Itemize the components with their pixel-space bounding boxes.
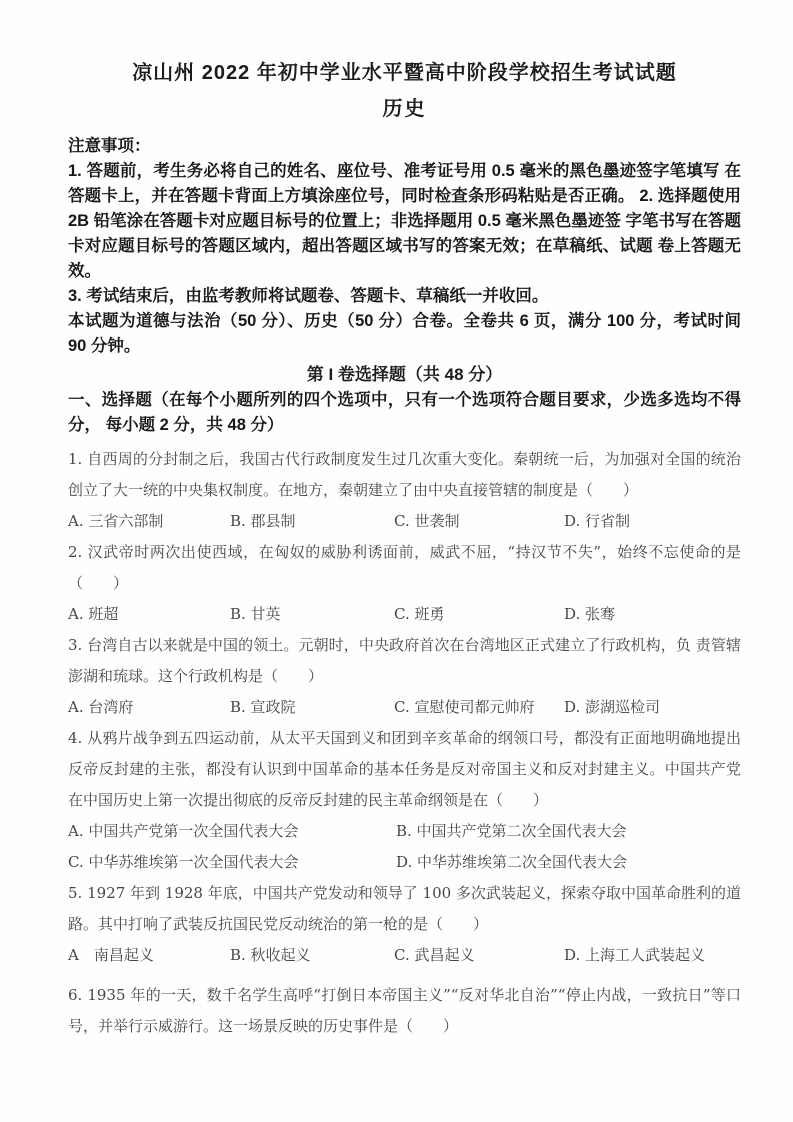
- question-2-option-b: B. 甘英: [230, 605, 281, 623]
- question-3-options: [68, 692, 741, 723]
- notice-item-2: 3. 考试结束后，由监考教师将试题卷、答题卡、草稿纸一并收回。: [68, 287, 549, 305]
- notice-item-1: 1. 答题前，考生务必将自己的姓名、座位号、准考证号用 0.5 毫米的黑色墨迹签字笔填写 在答题卡上，并在答题卡背面上方填涂座位号，同时检查条形码粘贴是否正确。 2. 选择题使用 2B 铅笔涂在答题卡对应题目标号的位置上；非选择题用 0.5 毫米黑色墨迹签 字笔书写在答题卡对应题目标号的答题区域内，超出答题区域书写的答案无效；在草稿纸、试题 卷上答题无效。: [68, 162, 741, 280]
- section-heading: 第 I 卷选择题（共 48 分）: [306, 365, 503, 384]
- question-1: [68, 444, 741, 537]
- question-4-stem: 4. 从鸦片战争到五四运动前，从太平天国到义和团到辛亥革命的纲领口号，都没有正面地明确地提出反帝反封建的主张，都没有认识到中国革命的基本任务是反对帝国主义和反对封建主义。中国共产党在中国历史上第一次提出彻底的反帝反封建的民主革命纲领是在（ ）: [68, 729, 741, 809]
- question-5: [68, 878, 741, 971]
- section-intro: 一、选择题（在每个小题所列的四个选项中，只有一个选项符合题目要求，少选多选均不得分， 每小题 2 分，共 48 分）: [68, 391, 741, 434]
- exam-notice: [68, 134, 741, 359]
- question-6-stem: 6. 1935 年的一天，数千名学生高呼“打倒日本帝国主义”“反对华北自治”“停止内战，一致抗日”等口号，并举行示威游行。这一场景反映的历史事件是（ ）: [68, 986, 741, 1035]
- question-list: [68, 444, 741, 1042]
- question-5-option-b: B. 秋收起义: [230, 946, 311, 964]
- question-5-option-a: A 南昌起义: [68, 946, 154, 964]
- question-4-option-c: C. 中华苏维埃第一次全国代表大会: [68, 853, 299, 871]
- question-3-stem: 3. 台湾自古以来就是中国的领土。元朝时，中央政府首次在台湾地区正式建立了行政机构，负 责管辖澎湖和琉球。这个行政机构是（ ）: [68, 636, 741, 685]
- question-5-option-c: C. 武昌起义: [394, 946, 475, 964]
- question-2-option-a: A. 班超: [68, 605, 119, 623]
- subject-title: 历史: [382, 98, 427, 120]
- question-5-options: [68, 940, 741, 971]
- question-3: [68, 630, 741, 723]
- question-2: [68, 537, 741, 630]
- question-5-stem: 5. 1927 年到 1928 年底，中国共产党发动和领导了 100 多次武装起义，探索夺取中国革命胜利的道路。其中打响了武装反抗国民党反动统治的第一枪的是（ ）: [68, 884, 741, 933]
- question-4-options: [68, 816, 741, 878]
- question-3-option-c: C. 宣慰使司都元帅府: [394, 698, 535, 716]
- question-4: [68, 723, 741, 878]
- question-1-option-c: C. 世袭制: [394, 512, 460, 530]
- page-title: 凉山州 2022 年初中学业水平暨高中阶段学校招生考试试题: [132, 62, 677, 84]
- notice-heading: 注意事项：: [68, 137, 151, 155]
- question-2-option-d: D. 张骞: [564, 605, 616, 623]
- notice-item-3: 本试题为道德与法治（50 分）、历史（50 分）合卷。全卷共 6 页，满分 100 分，考试时间 90 分钟。: [68, 312, 741, 355]
- question-3-option-b: B. 宣政院: [230, 698, 296, 716]
- question-5-option-d: D. 上海工人武装起义: [564, 946, 706, 964]
- question-1-stem: 1. 自西周的分封制之后，我国古代行政制度发生过几次重大变化。秦朝统一后，为加强对全国的统治创立了大一统的中央集权制度。在地方，秦朝建立了由中央直接管辖的制度是（ ）: [68, 450, 741, 499]
- question-6: [68, 980, 741, 1042]
- question-4-option-d: D. 中华苏维埃第二次全国代表大会: [396, 853, 628, 871]
- question-1-options: [68, 506, 741, 537]
- question-2-options: [68, 599, 741, 630]
- question-4-option-a: A. 中国共产党第一次全国代表大会: [68, 822, 299, 840]
- question-1-option-b: B. 郡县制: [230, 512, 296, 530]
- question-1-option-a: A. 三省六部制: [68, 512, 164, 530]
- question-4-option-b: B. 中国共产党第二次全国代表大会: [396, 822, 627, 840]
- question-2-option-c: C. 班勇: [394, 605, 445, 623]
- question-3-option-d: D. 澎湖巡检司: [564, 698, 661, 716]
- question-1-option-d: D. 行省制: [564, 512, 631, 530]
- question-2-stem: 2. 汉武帝时两次出使西域，在匈奴的威胁利诱面前，威武不屈，“持汉节不失”，始终不忘使命的是（ ）: [68, 543, 741, 592]
- question-3-option-a: A. 台湾府: [68, 698, 134, 716]
